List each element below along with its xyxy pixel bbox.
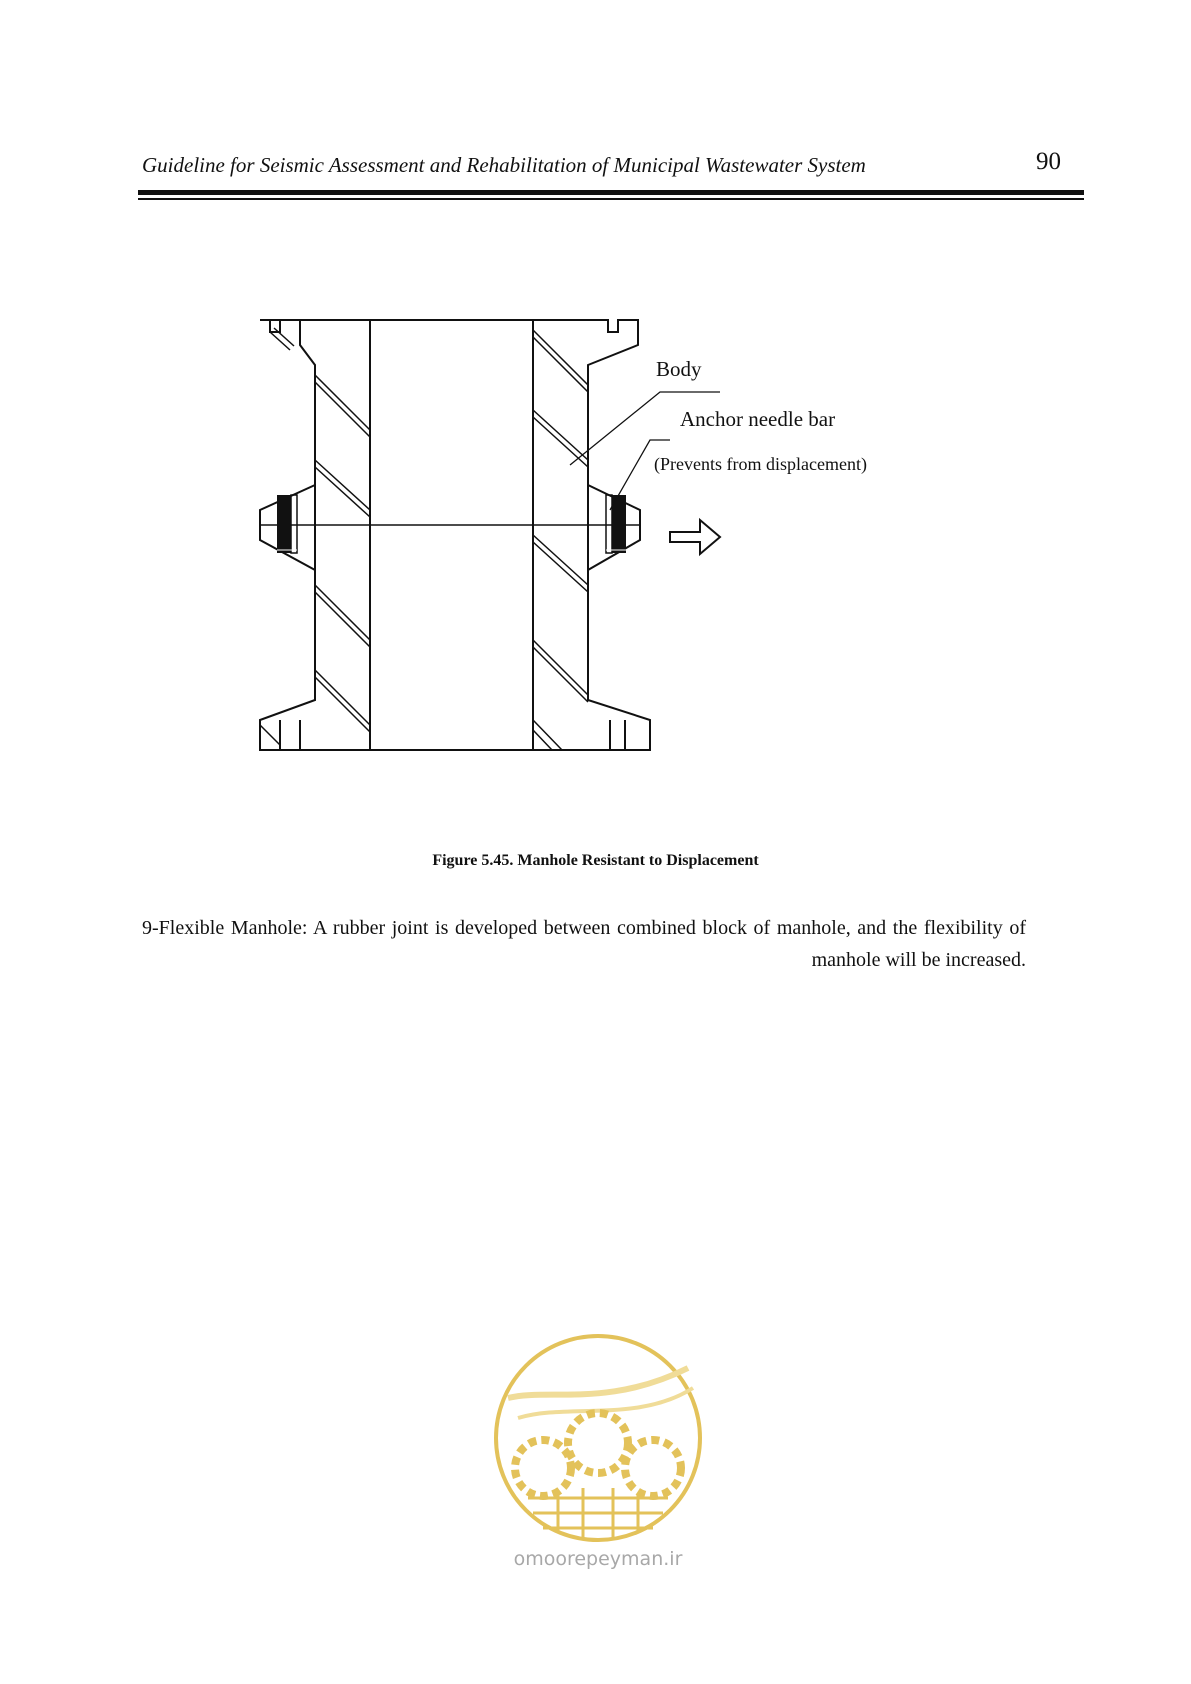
hatch-line: [315, 670, 370, 725]
hatch-line: [533, 535, 588, 585]
right-anchor-needle-bar: [606, 495, 626, 553]
hatch-line: [533, 417, 588, 467]
watermark-logo: [488, 1328, 708, 1568]
hatch-line: [315, 677, 370, 732]
hatch-line: [270, 332, 290, 350]
label-anchor-note: (Prevents from displacement): [654, 454, 867, 474]
figure-caption: Figure 5.45. Manhole Resistant to Displacement: [432, 852, 759, 869]
body-paragraph: 9-Flexible Manhole: A rubber joint is developed between combined block of manhole, and the flexibility of manhole will be increased.: [142, 917, 1026, 971]
hatch-line: [533, 647, 588, 702]
header-title: Guideline for Seismic Assessment and Rehabilitation of Municipal Wastewater System: [142, 153, 866, 177]
manhole-diagram: [250, 310, 950, 830]
displacement-arrow-icon: [670, 520, 720, 554]
watermark-seal-icon: [488, 1328, 708, 1568]
hatch-line: [274, 328, 294, 346]
manhole-figure: [250, 310, 950, 830]
hatch-line: [315, 592, 370, 647]
label-anchor-needle-bar: Anchor needle bar: [680, 407, 836, 431]
hatch-line: [315, 375, 370, 430]
left-anchor-needle-bar: [277, 495, 297, 553]
header-rule-thin: [138, 198, 1084, 200]
hatch-line: [533, 410, 588, 460]
hatch-line: [315, 585, 370, 640]
hatch-line: [315, 382, 370, 437]
hatch-line: [533, 730, 552, 750]
label-body: Body: [656, 357, 702, 381]
hatch-line: [315, 467, 370, 517]
hatch-line: [533, 337, 588, 392]
page-number: 90: [1036, 148, 1061, 175]
header-rule-thick: [138, 190, 1084, 195]
watermark-url: omoorepeyman.ir: [513, 1548, 683, 1570]
hatch-line: [533, 640, 588, 695]
hatch-line: [315, 460, 370, 510]
hatch-line: [533, 542, 588, 592]
hatch-line: [260, 725, 280, 745]
hatch-line: [533, 330, 588, 385]
